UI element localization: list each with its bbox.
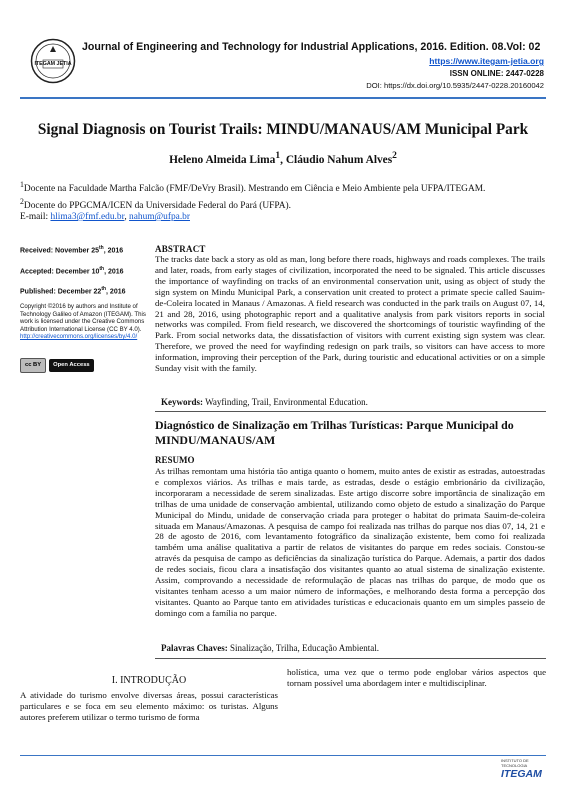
published-date: Published: December 22th, 2016 [20, 286, 126, 296]
portuguese-title: Diagnóstico de Sinalização em Trilhas Turísticas: Parque Municipal do MINDU/MANAUS/AM [155, 418, 514, 447]
author-name: Heleno Almeida Lima [169, 153, 276, 166]
journal-doi[interactable]: DOI: https://dx.doi.org/10.5935/2447-0228.20160042 [366, 81, 544, 90]
affil-marker: 2 [20, 196, 24, 206]
affiliation-2 [20, 196, 546, 213]
affil-text: Docente na Faculdade Martha Falcão (FMF/DeVry Brasil). Mestrando em Ciência e Meio Ambiente pela UFPA/ITEGAM. [23, 184, 486, 195]
header-divider [20, 97, 546, 99]
keywords-divider [155, 411, 546, 412]
keywords [161, 397, 546, 407]
author-list [20, 151, 546, 166]
logo-text: ITEGAM JETIA [34, 61, 72, 67]
accepted-date: Accepted: December 10th, 2016 [20, 266, 124, 276]
author-affil-marker: 2 [392, 151, 397, 161]
footer-divider [20, 755, 546, 756]
palavras-list: Sinalização, Trilha, Educação Ambiental. [227, 643, 379, 653]
palavras-chaves [161, 643, 546, 653]
footer-logo-text: ITEGAM [501, 768, 542, 780]
received-date: Received: November 25th, 2016 [20, 245, 124, 255]
author-separator: , [280, 153, 286, 166]
footer-logo [501, 759, 541, 780]
license-link[interactable]: http://creativecommons.org/licenses/by/4.0/ [20, 333, 138, 341]
license-badges [20, 357, 94, 375]
copyright-notice [20, 303, 152, 341]
email-label: E-mail: [20, 212, 51, 223]
email-link[interactable]: hlima3@fmf.edu.br [50, 212, 125, 223]
affil-text: Docente do PPGCMA/ICEN da Universidade Federal do Pará (UFPA). [23, 200, 291, 211]
resumo-body: As trilhas remontam uma história tão antiga quanto o homem, muito antes de existir as estradas, autoestradas e complexos viários. As trilhas e mais tarde, as estradas, desde o estágio embrionário da civilização, incorporaram a necessidade de serem sinalizadas. Este artigo discorre sobre importância de sinalização em trilhas de uma unidade de conservação ambiental, utilizando como objeto de estudo a sinalização do Parque Municipal do Mindu, unidade de conservação criada para proteger o habitat do primata Sauim-de-coleira situada em Manaus/Amazonas. A pesquisa de campo foi realizada nas trilhas do parque nos dias 07, 14, 21 e 28 de agosto de 2016, com levantamento fotográfico da sinalização existente, bem como foi realizada também uma análise qualitativa a partir de relatos de visitantes do parque em redes sociais. Constou-se através da pesquisa de campo as deficiências da sinalização turística do Parque. Ademais, a partir dos dados de redes sociais, ficou clara a insatisfação dos visitantes quanto ao atual sistema de sinalização existente. Assim, comprovando a necessidade de reformulação de placas nas trilhas do parque, de modo que os visitantes tenham acesso a um maior número de informações, e melhorando desta forma a percepção dos visitantes. Quanto ao Parque tanto em atividades turísticas e educacionais quanto em um simples passeio de domingo com a família no parque. [155, 466, 545, 618]
intro-column-left: A atividade do turismo envolve diversas áreas, possui características particulares e se foca em seu elemento máximo: os turistas. Alguns autores preferem utilizar o termo turismo de forma [20, 690, 278, 722]
author-name: Cláudio Nahum Alves [285, 153, 393, 166]
journal-title: Journal of Engineering and Technology for Industrial Applications, 2016. Edition. 08.Vol: 02 [82, 41, 541, 53]
abstract-heading: ABSTRACT [155, 244, 206, 254]
keywords-label: Keywords: [161, 397, 203, 407]
resumo-heading: RESUMO [155, 455, 195, 465]
footer-logo-subtitle: INSTITUTO DE TECNOLOGIA [501, 758, 529, 768]
email-separator: , [124, 212, 130, 223]
email-line [20, 212, 546, 223]
copyright-text: Copyright ©2016 by authors and Institute of Technology Galileo of Amazon (ITEGAM). This work is licensed under the Creative Commons Attribution International License (CC BY 4.0). [20, 303, 146, 333]
intro-column-right: holística, uma vez que o termo pode englobar vários aspectos que tornam possível uma abordagem inter e multidisciplinar. [287, 667, 546, 688]
palavras-divider [155, 658, 546, 659]
cc-by-badge[interactable]: cc BY [20, 358, 46, 373]
open-access-badge: Open Access [49, 359, 94, 372]
paper-title: Signal Diagnosis on Tourist Trails: MINDU/MANAUS/AM Municipal Park [37, 121, 529, 138]
palavras-label: Palavras Chaves: [161, 643, 228, 653]
affiliation-1 [20, 179, 546, 196]
email-link[interactable]: nahum@ufpa.br [129, 212, 190, 223]
affil-marker: 1 [20, 180, 24, 189]
keywords-list: Wayfinding, Trail, Environmental Education. [203, 397, 368, 407]
section-heading-intro: I. INTRODUÇÃO [111, 675, 187, 686]
author-affil-marker: 1 [275, 151, 281, 161]
journal-issn: ISSN ONLINE: 2447-0228 [449, 69, 544, 78]
abstract-body: The tracks date back a story as old as man, long before there roads, highways and roads complexes. The trails and later, roads, from early stages of civilization, incorporated the need to be signaled. This article discusses the importance of wayfinding on tracks of an environmental conservation unit, using as object of study the sign system on Mindu Municipal Park, a conservation unit created to protect a primate specie called Sauim-de-Coleira located in Manaus / Amazonas. A field research was conducted in the park trails on August 07, 14, 21 and 28, 2016, using photographic report and a qualitative analysis from park visitors reports in social networks was compiled. From field research, we discovered the shortcomings of touristic wayfinding of the Park. From social networks data, the dissatisfaction of visitors with current existing sign system was clear. Therefore, we proved the need for wayfinding redesign on park trails, so visitors can have access to more information, improving their perception of the Park, during touristic and educational activities or on a simple Sunday visit with the family. [155, 254, 545, 374]
affiliations [20, 179, 546, 223]
journal-logo [30, 38, 76, 84]
journal-url-link[interactable]: https://www.itegam-jetia.org [429, 56, 544, 66]
